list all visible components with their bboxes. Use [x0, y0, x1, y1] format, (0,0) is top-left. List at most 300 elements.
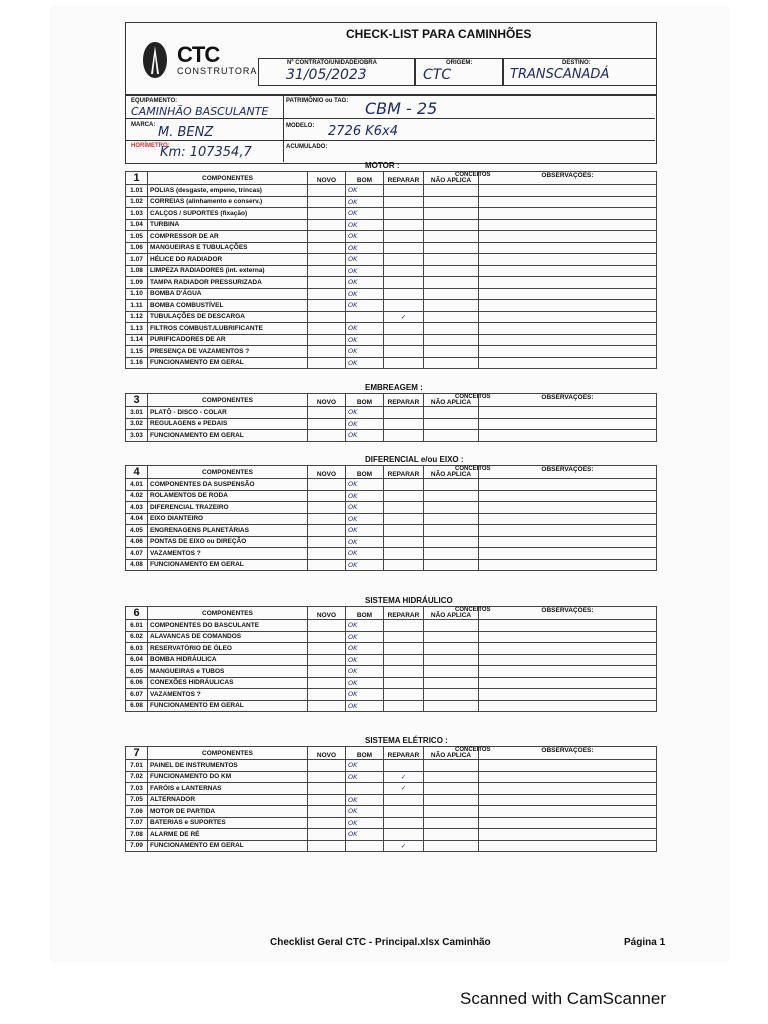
observacoes-cell[interactable]	[479, 311, 657, 323]
nao-aplica-cell[interactable]	[424, 513, 479, 525]
novo-cell[interactable]	[308, 242, 346, 254]
novo-cell[interactable]	[308, 631, 346, 643]
item-code: 1.02	[126, 196, 148, 208]
observacoes-cell[interactable]	[479, 829, 657, 841]
observacoes-cell[interactable]	[479, 806, 657, 818]
observacoes-cell[interactable]	[479, 231, 657, 243]
item-name: BOMBA D'ÁGUA	[148, 288, 308, 300]
reparar-cell[interactable]	[384, 643, 424, 655]
bom-cell[interactable]: OK	[346, 196, 384, 208]
nao-aplica-cell[interactable]	[424, 666, 479, 678]
nao-aplica-cell[interactable]	[424, 208, 479, 220]
novo-cell[interactable]	[308, 794, 346, 806]
section-number: 4	[126, 466, 148, 479]
item-code: 4.02	[126, 490, 148, 502]
nao-aplica-cell[interactable]	[424, 242, 479, 254]
item-name: FUNCIONAMENTO EM GERAL	[148, 840, 308, 852]
novo-header: NOVO	[308, 172, 346, 185]
observacoes-cell[interactable]	[479, 840, 657, 852]
observacoes-cell[interactable]	[479, 196, 657, 208]
reparar-cell[interactable]: ✓	[384, 771, 424, 783]
bom-cell[interactable]: OK	[346, 643, 384, 655]
novo-cell[interactable]	[308, 219, 346, 231]
bom-cell[interactable]: OK	[346, 513, 384, 525]
bom-cell[interactable]: OK	[346, 548, 384, 560]
item-code: 1.06	[126, 242, 148, 254]
item-code: 6.03	[126, 643, 148, 655]
item-code: 1.15	[126, 346, 148, 358]
observacoes-cell[interactable]	[479, 654, 657, 666]
nao-aplica-cell[interactable]	[424, 277, 479, 289]
bom-cell[interactable]: OK	[346, 430, 384, 442]
reparar-cell[interactable]	[384, 513, 424, 525]
nao-aplica-cell[interactable]	[424, 219, 479, 231]
nao-aplica-cell[interactable]	[424, 231, 479, 243]
table-row	[126, 643, 657, 655]
modelo-value: 2726 K6x4	[328, 124, 398, 139]
bom-cell[interactable]: OK	[346, 357, 384, 369]
reparar-cell[interactable]	[384, 265, 424, 277]
item-name: CORREIAS (alinhamento e conserv.)	[148, 196, 308, 208]
nao-aplica-cell[interactable]	[424, 300, 479, 312]
marca-label: MARCA:	[131, 122, 156, 128]
novo-cell[interactable]	[308, 323, 346, 335]
item-code: 1.04	[126, 219, 148, 231]
novo-cell[interactable]	[308, 771, 346, 783]
novo-cell[interactable]	[308, 430, 346, 442]
novo-cell[interactable]	[308, 654, 346, 666]
item-name: VAZAMENTOS ?	[148, 689, 308, 701]
novo-cell[interactable]	[308, 829, 346, 841]
equipamento-value: CAMINHÃO BASCULANTE	[131, 105, 269, 118]
nao-aplica-cell[interactable]	[424, 794, 479, 806]
section-number: 3	[126, 394, 148, 407]
reparar-cell[interactable]	[384, 346, 424, 358]
observacoes-cell[interactable]	[479, 817, 657, 829]
reparar-cell[interactable]	[384, 219, 424, 231]
reparar-cell[interactable]	[384, 536, 424, 548]
item-code: 4.06	[126, 536, 148, 548]
nao-aplica-cell[interactable]	[424, 806, 479, 818]
nao-aplica-cell[interactable]	[424, 559, 479, 571]
novo-cell[interactable]	[308, 196, 346, 208]
nao-aplica-cell[interactable]	[424, 840, 479, 852]
novo-cell[interactable]	[308, 760, 346, 772]
observacoes-cell[interactable]	[479, 242, 657, 254]
novo-cell[interactable]	[308, 288, 346, 300]
footer-filename: Checklist Geral CTC - Principal.xlsx Caminhão	[270, 937, 491, 948]
nao-aplica-cell[interactable]	[424, 502, 479, 514]
table-row	[126, 840, 657, 852]
observacoes-cell[interactable]	[479, 666, 657, 678]
nao-aplica-cell[interactable]	[424, 700, 479, 712]
observacoes-cell[interactable]	[479, 760, 657, 772]
reparar-cell[interactable]: ✓	[384, 783, 424, 795]
table-row	[126, 196, 657, 208]
table-row	[126, 654, 657, 666]
observacoes-cell[interactable]	[479, 700, 657, 712]
patrimonio-label: PATRIMÔNIO ou TAG:	[286, 98, 349, 104]
reparar-cell[interactable]	[384, 185, 424, 197]
scanner-watermark: Scanned with CamScanner	[460, 989, 667, 1008]
bom-cell[interactable]: OK	[346, 525, 384, 537]
reparar-cell[interactable]	[384, 430, 424, 442]
observacoes-cell[interactable]	[479, 525, 657, 537]
novo-cell[interactable]	[308, 357, 346, 369]
componentes-header: COMPONENTES	[148, 607, 308, 620]
table-row	[126, 771, 657, 783]
observacoes-cell[interactable]	[479, 254, 657, 266]
nao-aplica-cell[interactable]	[424, 490, 479, 502]
bom-cell[interactable]: OK	[346, 620, 384, 632]
nao-aplica-cell[interactable]	[424, 771, 479, 783]
novo-cell[interactable]	[308, 513, 346, 525]
reparar-cell[interactable]	[384, 277, 424, 289]
section-number: 6	[126, 607, 148, 620]
novo-cell[interactable]	[308, 689, 346, 701]
table-row	[126, 219, 657, 231]
horimetro-value: Km: 107354,7	[160, 145, 252, 160]
nao-aplica-cell[interactable]	[424, 196, 479, 208]
bom-cell[interactable]: OK	[346, 536, 384, 548]
modelo-label: MODELO:	[286, 123, 315, 129]
reparar-cell[interactable]	[384, 196, 424, 208]
nao-aplica-cell[interactable]	[424, 346, 479, 358]
novo-cell[interactable]	[308, 817, 346, 829]
bom-cell[interactable]: OK	[346, 407, 384, 419]
nao-aplica-cell[interactable]	[424, 760, 479, 772]
novo-cell[interactable]	[308, 418, 346, 430]
bom-cell[interactable]: OK	[346, 654, 384, 666]
reparar-cell[interactable]	[384, 242, 424, 254]
observacoes-cell[interactable]	[479, 559, 657, 571]
nao-aplica-cell[interactable]	[424, 620, 479, 632]
reparar-cell[interactable]	[384, 631, 424, 643]
reparar-cell[interactable]	[384, 760, 424, 772]
novo-cell[interactable]	[308, 806, 346, 818]
novo-cell[interactable]	[308, 559, 346, 571]
item-name: FUNCIONAMENTO EM GERAL	[148, 357, 308, 369]
observacoes-cell[interactable]	[479, 548, 657, 560]
reparar-cell[interactable]	[384, 689, 424, 701]
bom-cell[interactable]: OK	[346, 265, 384, 277]
bom-cell[interactable]: OK	[346, 208, 384, 220]
item-code: 7.02	[126, 771, 148, 783]
item-code: 1.08	[126, 265, 148, 277]
conceitos-label: CONCEITOS	[455, 172, 491, 178]
nao-aplica-cell[interactable]	[424, 654, 479, 666]
reparar-cell[interactable]	[384, 794, 424, 806]
nao-aplica-cell[interactable]	[424, 677, 479, 689]
novo-cell[interactable]	[308, 231, 346, 243]
reparar-cell[interactable]	[384, 288, 424, 300]
item-code: 1.11	[126, 300, 148, 312]
bom-cell[interactable]	[346, 783, 384, 795]
observacoes-cell[interactable]	[479, 430, 657, 442]
bom-cell[interactable]: OK	[346, 242, 384, 254]
table-row	[126, 559, 657, 571]
observacoes-cell[interactable]	[479, 689, 657, 701]
bom-cell[interactable]	[346, 311, 384, 323]
table-row	[126, 357, 657, 369]
observacoes-header: OBSERVAÇÕES:	[479, 607, 657, 620]
novo-cell[interactable]	[308, 277, 346, 289]
nao-aplica-cell[interactable]	[424, 357, 479, 369]
observacoes-cell[interactable]	[479, 783, 657, 795]
item-name: ENGRENAGENS PLANETÁRIAS	[148, 525, 308, 537]
reparar-cell[interactable]	[384, 334, 424, 346]
item-code: 4.04	[126, 513, 148, 525]
bom-cell[interactable]: OK	[346, 219, 384, 231]
nao-aplica-cell[interactable]	[424, 323, 479, 335]
item-code: 6.01	[126, 620, 148, 632]
observacoes-cell[interactable]	[479, 643, 657, 655]
novo-cell[interactable]	[308, 536, 346, 548]
item-code: 7.09	[126, 840, 148, 852]
table-row	[126, 620, 657, 632]
bom-cell[interactable]: OK	[346, 334, 384, 346]
observacoes-cell[interactable]	[479, 277, 657, 289]
reparar-cell[interactable]	[384, 323, 424, 335]
observacoes-cell[interactable]	[479, 346, 657, 358]
reparar-cell[interactable]	[384, 548, 424, 560]
observacoes-cell[interactable]	[479, 265, 657, 277]
bom-cell[interactable]: OK	[346, 817, 384, 829]
novo-cell[interactable]	[308, 502, 346, 514]
nao-aplica-cell[interactable]	[424, 631, 479, 643]
observacoes-cell[interactable]	[479, 185, 657, 197]
observacoes-cell[interactable]	[479, 288, 657, 300]
novo-header: NOVO	[308, 607, 346, 620]
novo-cell[interactable]	[308, 643, 346, 655]
item-name: CALÇOS / SUPORTES (fixação)	[148, 208, 308, 220]
reparar-cell[interactable]	[384, 806, 424, 818]
observacoes-cell[interactable]	[479, 502, 657, 514]
nao-aplica-cell[interactable]	[424, 817, 479, 829]
observacoes-cell[interactable]	[479, 771, 657, 783]
novo-cell[interactable]	[308, 548, 346, 560]
reparar-cell[interactable]	[384, 479, 424, 491]
reparar-cell[interactable]	[384, 490, 424, 502]
bom-cell[interactable]: OK	[346, 666, 384, 678]
item-name: COMPONENTES DA SUSPENSÃO	[148, 479, 308, 491]
novo-cell[interactable]	[308, 407, 346, 419]
bom-cell[interactable]: OK	[346, 288, 384, 300]
bom-cell[interactable]: OK	[346, 300, 384, 312]
reparar-cell[interactable]	[384, 829, 424, 841]
reparar-header: REPARAR	[384, 172, 424, 185]
reparar-cell[interactable]	[384, 407, 424, 419]
observacoes-cell[interactable]	[479, 794, 657, 806]
reparar-cell[interactable]	[384, 559, 424, 571]
table-row	[126, 783, 657, 795]
info-divider	[283, 94, 284, 162]
bom-cell[interactable]	[346, 840, 384, 852]
conceitos-label: CONCEITOS	[455, 607, 491, 613]
section-number: 7	[126, 747, 148, 760]
acumulado-label: ACUMULADO:	[286, 144, 328, 150]
nao-aplica-cell[interactable]	[424, 265, 479, 277]
item-code: 4.07	[126, 548, 148, 560]
novo-cell[interactable]	[308, 525, 346, 537]
novo-cell[interactable]	[308, 334, 346, 346]
bom-cell[interactable]: OK	[346, 231, 384, 243]
reparar-cell[interactable]	[384, 418, 424, 430]
observacoes-header: OBSERVAÇÕES:	[479, 394, 657, 407]
observacoes-cell[interactable]	[479, 407, 657, 419]
bom-cell[interactable]: OK	[346, 418, 384, 430]
reparar-cell[interactable]	[384, 700, 424, 712]
observacoes-cell[interactable]	[479, 418, 657, 430]
nao-aplica-cell[interactable]	[424, 783, 479, 795]
bom-cell[interactable]: OK	[346, 277, 384, 289]
table-header-row	[126, 747, 657, 760]
table-row	[126, 806, 657, 818]
bom-cell[interactable]: OK	[346, 689, 384, 701]
novo-cell[interactable]	[308, 677, 346, 689]
nao-aplica-cell[interactable]	[424, 334, 479, 346]
reparar-cell[interactable]: ✓	[384, 311, 424, 323]
novo-cell[interactable]	[308, 490, 346, 502]
nao-aplica-cell[interactable]	[424, 525, 479, 537]
novo-cell[interactable]	[308, 479, 346, 491]
nao-aplica-cell[interactable]	[424, 254, 479, 266]
table-row	[126, 323, 657, 335]
bom-cell[interactable]: OK	[346, 479, 384, 491]
table-row	[126, 760, 657, 772]
bom-cell[interactable]: OK	[346, 760, 384, 772]
table-row	[126, 548, 657, 560]
novo-cell[interactable]	[308, 783, 346, 795]
bom-cell[interactable]: OK	[346, 794, 384, 806]
bom-cell[interactable]: OK	[346, 346, 384, 358]
nao-aplica-cell[interactable]	[424, 536, 479, 548]
table-row	[126, 242, 657, 254]
novo-header: NOVO	[308, 747, 346, 760]
bom-cell[interactable]: OK	[346, 700, 384, 712]
item-name: FUNCIONAMENTO DO KM	[148, 771, 308, 783]
bom-cell[interactable]: OK	[346, 806, 384, 818]
reparar-cell[interactable]	[384, 817, 424, 829]
item-name: DIFERENCIAL TRAZEIRO	[148, 502, 308, 514]
reparar-cell[interactable]	[384, 502, 424, 514]
nao-aplica-cell[interactable]	[424, 311, 479, 323]
observacoes-cell[interactable]	[479, 677, 657, 689]
observacoes-header: OBSERVAÇÕES:	[479, 172, 657, 185]
observacoes-cell[interactable]	[479, 300, 657, 312]
table-row	[126, 418, 657, 430]
nao-aplica-cell[interactable]	[424, 185, 479, 197]
nao-aplica-cell[interactable]	[424, 418, 479, 430]
item-code: 4.08	[126, 559, 148, 571]
novo-cell[interactable]	[308, 311, 346, 323]
table-row	[126, 430, 657, 442]
reparar-cell[interactable]	[384, 654, 424, 666]
observacoes-cell[interactable]	[479, 219, 657, 231]
checklist-table	[125, 465, 657, 571]
reparar-cell[interactable]	[384, 300, 424, 312]
observacoes-cell[interactable]	[479, 479, 657, 491]
reparar-cell[interactable]	[384, 525, 424, 537]
contrato-label: Nº CONTRATO/UNIDADE/OBRA	[287, 60, 377, 66]
info-rule-1	[125, 118, 655, 119]
novo-cell[interactable]	[308, 254, 346, 266]
reparar-cell[interactable]	[384, 620, 424, 632]
item-name: BOMBA COMBUSTÍVEL	[148, 300, 308, 312]
observacoes-cell[interactable]	[479, 208, 657, 220]
bom-cell[interactable]: OK	[346, 490, 384, 502]
bom-cell[interactable]: OK	[346, 559, 384, 571]
nao-aplica-cell[interactable]	[424, 407, 479, 419]
novo-cell[interactable]	[308, 840, 346, 852]
observacoes-cell[interactable]	[479, 536, 657, 548]
item-code: 7.07	[126, 817, 148, 829]
nao-aplica-cell[interactable]	[424, 479, 479, 491]
novo-cell[interactable]	[308, 185, 346, 197]
reparar-cell[interactable]	[384, 357, 424, 369]
reparar-cell[interactable]	[384, 254, 424, 266]
footer-page-number: Página 1	[624, 937, 666, 948]
novo-cell[interactable]	[308, 666, 346, 678]
bom-cell[interactable]: OK	[346, 631, 384, 643]
nao-aplica-cell[interactable]	[424, 548, 479, 560]
marca-value: M. BENZ	[158, 125, 214, 140]
table-row	[126, 666, 657, 678]
bom-cell[interactable]: OK	[346, 771, 384, 783]
nao-aplica-cell[interactable]	[424, 829, 479, 841]
observacoes-cell[interactable]	[479, 334, 657, 346]
novo-cell[interactable]	[308, 346, 346, 358]
observacoes-cell[interactable]	[479, 513, 657, 525]
nao-aplica-cell[interactable]	[424, 430, 479, 442]
novo-cell[interactable]	[308, 620, 346, 632]
observacoes-cell[interactable]	[479, 323, 657, 335]
novo-cell[interactable]	[308, 300, 346, 312]
bom-cell[interactable]: OK	[346, 185, 384, 197]
reparar-cell[interactable]	[384, 666, 424, 678]
table-row	[126, 265, 657, 277]
table-row	[126, 794, 657, 806]
reparar-cell[interactable]	[384, 231, 424, 243]
item-code: 1.16	[126, 357, 148, 369]
observacoes-cell[interactable]	[479, 620, 657, 632]
table-header-row	[126, 394, 657, 407]
nao-aplica-cell[interactable]	[424, 643, 479, 655]
nao-aplica-header: NÃO APLICA	[424, 172, 479, 185]
bom-cell[interactable]: OK	[346, 502, 384, 514]
table-header-row	[126, 172, 657, 185]
item-code: 4.01	[126, 479, 148, 491]
observacoes-cell[interactable]	[479, 357, 657, 369]
observacoes-cell[interactable]	[479, 631, 657, 643]
bom-cell[interactable]: OK	[346, 323, 384, 335]
observacoes-cell[interactable]	[479, 490, 657, 502]
novo-cell[interactable]	[308, 700, 346, 712]
reparar-cell[interactable]: ✓	[384, 840, 424, 852]
table-row	[126, 346, 657, 358]
novo-cell[interactable]	[308, 265, 346, 277]
nao-aplica-cell[interactable]	[424, 288, 479, 300]
reparar-cell[interactable]	[384, 208, 424, 220]
bom-cell[interactable]: OK	[346, 254, 384, 266]
section-title: SISTEMA ELÉTRICO :	[365, 736, 448, 745]
bom-cell[interactable]: OK	[346, 677, 384, 689]
nao-aplica-cell[interactable]	[424, 689, 479, 701]
novo-cell[interactable]	[308, 208, 346, 220]
reparar-cell[interactable]	[384, 677, 424, 689]
bom-cell[interactable]: OK	[346, 829, 384, 841]
reparar-header: REPARAR	[384, 747, 424, 760]
